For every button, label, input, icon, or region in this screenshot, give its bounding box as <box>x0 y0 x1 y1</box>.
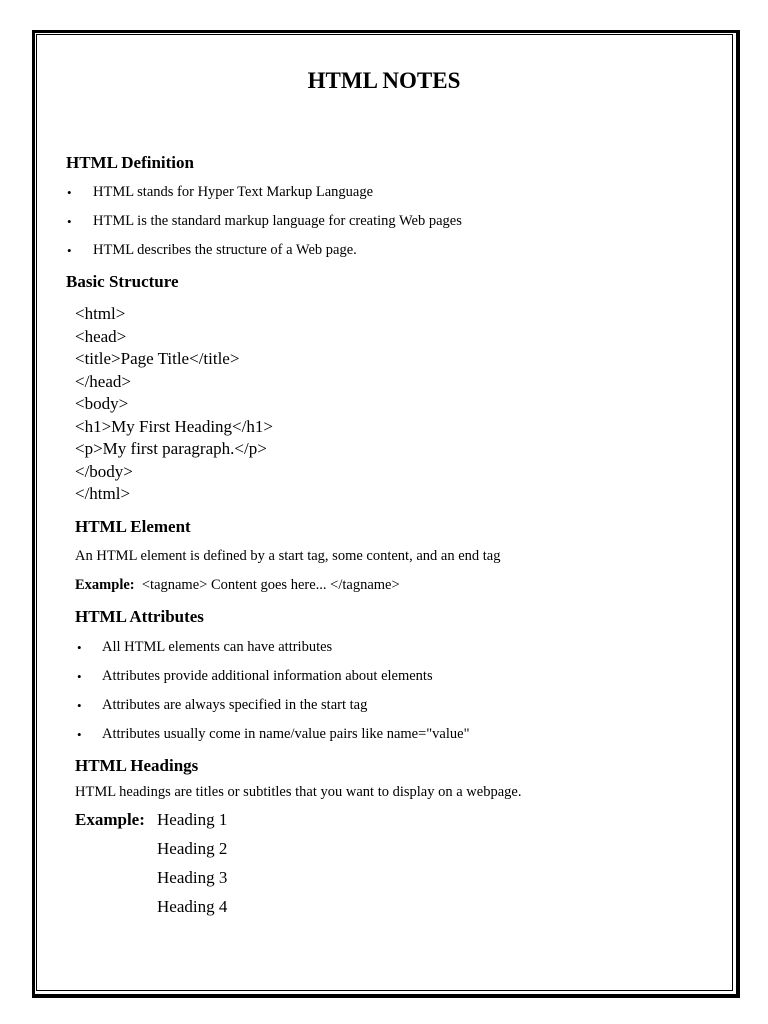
headings-description: HTML headings are titles or subtitles that you want to display on a webpage. <box>75 784 522 800</box>
bullet-icon: • <box>67 214 72 229</box>
basic-structure-heading: Basic Structure <box>66 272 179 291</box>
code-line: <body> <box>75 394 129 413</box>
heading-example: Heading 3 <box>157 868 228 887</box>
bullet-icon: • <box>77 640 82 655</box>
bullet-icon: • <box>77 727 82 742</box>
code-line: <head> <box>75 326 127 346</box>
heading-example: Heading 4 <box>157 897 228 916</box>
page-border-inner <box>36 34 733 991</box>
example-text: <tagname> Content goes here... </tagname> <box>141 577 400 593</box>
list-item: HTML is the standard markup language for creating Web pages <box>93 213 462 229</box>
attributes-heading: HTML Attributes <box>75 607 204 626</box>
bullet-icon: • <box>67 243 72 258</box>
example-label: Example: <box>75 810 145 829</box>
list-item: HTML stands for Hyper Text Markup Language <box>93 184 374 200</box>
page-title: HTML NOTES <box>307 68 461 93</box>
headings-heading: HTML Headings <box>75 756 199 775</box>
code-line: <title>Page Title</title> <box>75 349 240 368</box>
code-line: </head> <box>75 371 131 391</box>
definition-heading: HTML Definition <box>66 153 194 172</box>
code-line: <p>My first paragraph.</p> <box>75 439 267 458</box>
list-item: All HTML elements can have attributes <box>102 639 333 655</box>
element-heading: HTML Element <box>75 517 191 536</box>
list-item: HTML describes the structure of a Web page. <box>93 242 357 258</box>
heading-example: Heading 2 <box>157 839 228 858</box>
example-label: Example: <box>75 577 135 593</box>
element-description: An HTML element is defined by a start tag, some content, and an end tag <box>75 548 501 564</box>
code-line: <h1>My First Heading</h1> <box>75 416 273 436</box>
bullet-icon: • <box>77 698 82 713</box>
code-line: </html> <box>75 484 131 503</box>
list-item: Attributes provide additional information about elements <box>102 668 433 684</box>
list-item: Attributes usually come in name/value pairs like name="value" <box>102 726 470 742</box>
heading-example: Heading 1 <box>157 810 228 829</box>
bullet-icon: • <box>67 185 72 200</box>
code-line: </body> <box>75 461 133 481</box>
list-item: Attributes are always specified in the start tag <box>102 697 368 713</box>
element-example <box>75 577 400 594</box>
bullet-icon: • <box>77 669 82 684</box>
code-line: <html> <box>75 304 126 323</box>
